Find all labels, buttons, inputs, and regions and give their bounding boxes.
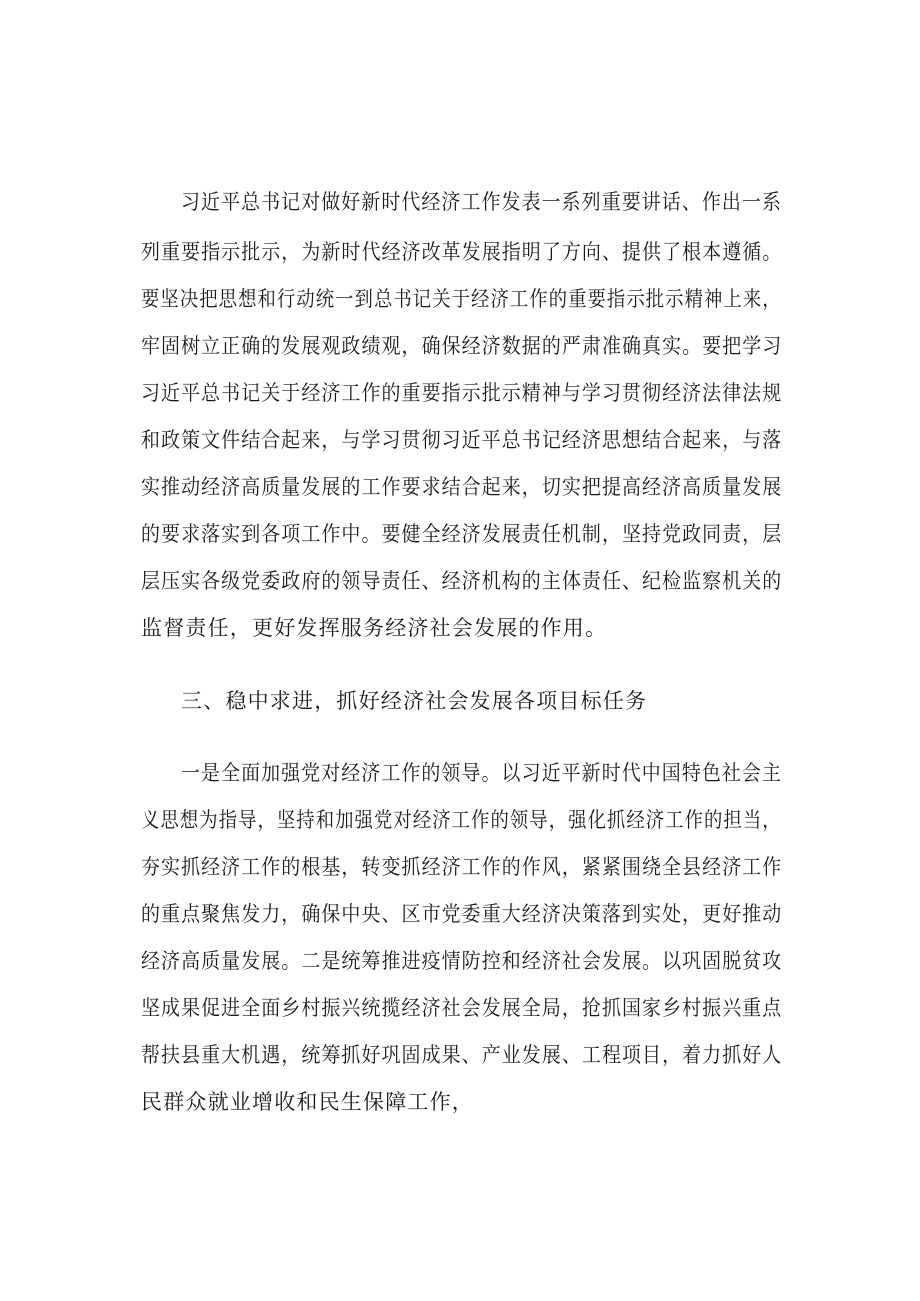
paragraph-1-line: 习近平总书记关于经济工作的重要指示批示精神与学习贯彻经济法律法规 [141,381,783,405]
paragraph-2-line: 坚成果促进全面乡村振兴统揽经济社会发展全局，抢抓国家乡村振兴重点 [141,996,783,1020]
paragraph-2-line: 民群众就业增收和民生保障工作， [141,1090,474,1114]
paragraph-2-line: 夯实抓经济工作的根基，转变抓经济工作的作风，紧紧围绕全县经济工作 [141,855,783,879]
paragraph-1-line: 的要求落实到各项工作中。要健全经济发展责任机制，坚持党政同责，层 [141,522,783,546]
paragraph-1-line: 要坚决把思想和行动统一到总书记关于经济工作的重要指示批示精神上来， [141,287,782,311]
paragraph-2-line: 的重点聚焦发力，确保中央、区市党委重大经济决策落到实处，更好推动 [141,902,783,926]
paragraph-2-line: 义思想为指导，坚持和加强党对经济工作的领导，强化抓经济工作的担当， [141,808,782,832]
paragraph-2-line: 经济高质量发展。二是统筹推进疫情防控和经济社会发展。以巩固脱贫攻 [141,949,783,973]
paragraph-1-line: 层压实各级党委政府的领导责任、经济机构的主体责任、纪检监察机关的 [141,569,783,593]
paragraph-1-line: 监督责任，更好发挥服务经济社会发展的作用。 [141,616,608,640]
paragraph-1-line: 和政策文件结合起来，与学习贯彻习近平总书记经济思想结合起来，与落 [141,428,783,452]
paragraph-2-line: 帮扶县重大机遇，统筹抓好巩固成果、产业发展、工程项目，着力抓好人 [141,1043,783,1067]
paragraph-1-line: 列重要指示批示，为新时代经济改革发展指明了方向、提供了根本遵循。 [141,240,783,264]
section-heading: 三、稳中求进，抓好经济社会发展各项目标任务 [181,689,648,713]
paragraph-2-line: 一是全面加强党对经济工作的领导。以习近平新时代中国特色社会主 [181,761,782,785]
paragraph-1-line: 实推动经济高质量发展的工作要求结合起来，切实把提高经济高质量发展 [141,475,783,499]
paragraph-1-line: 习近平总书记对做好新时代经济工作发表一系列重要讲话、作出一系 [181,190,782,214]
paragraph-1-line: 牢固树立正确的发展观政绩观，确保经济数据的严肃准确真实。要把学习 [141,334,783,358]
